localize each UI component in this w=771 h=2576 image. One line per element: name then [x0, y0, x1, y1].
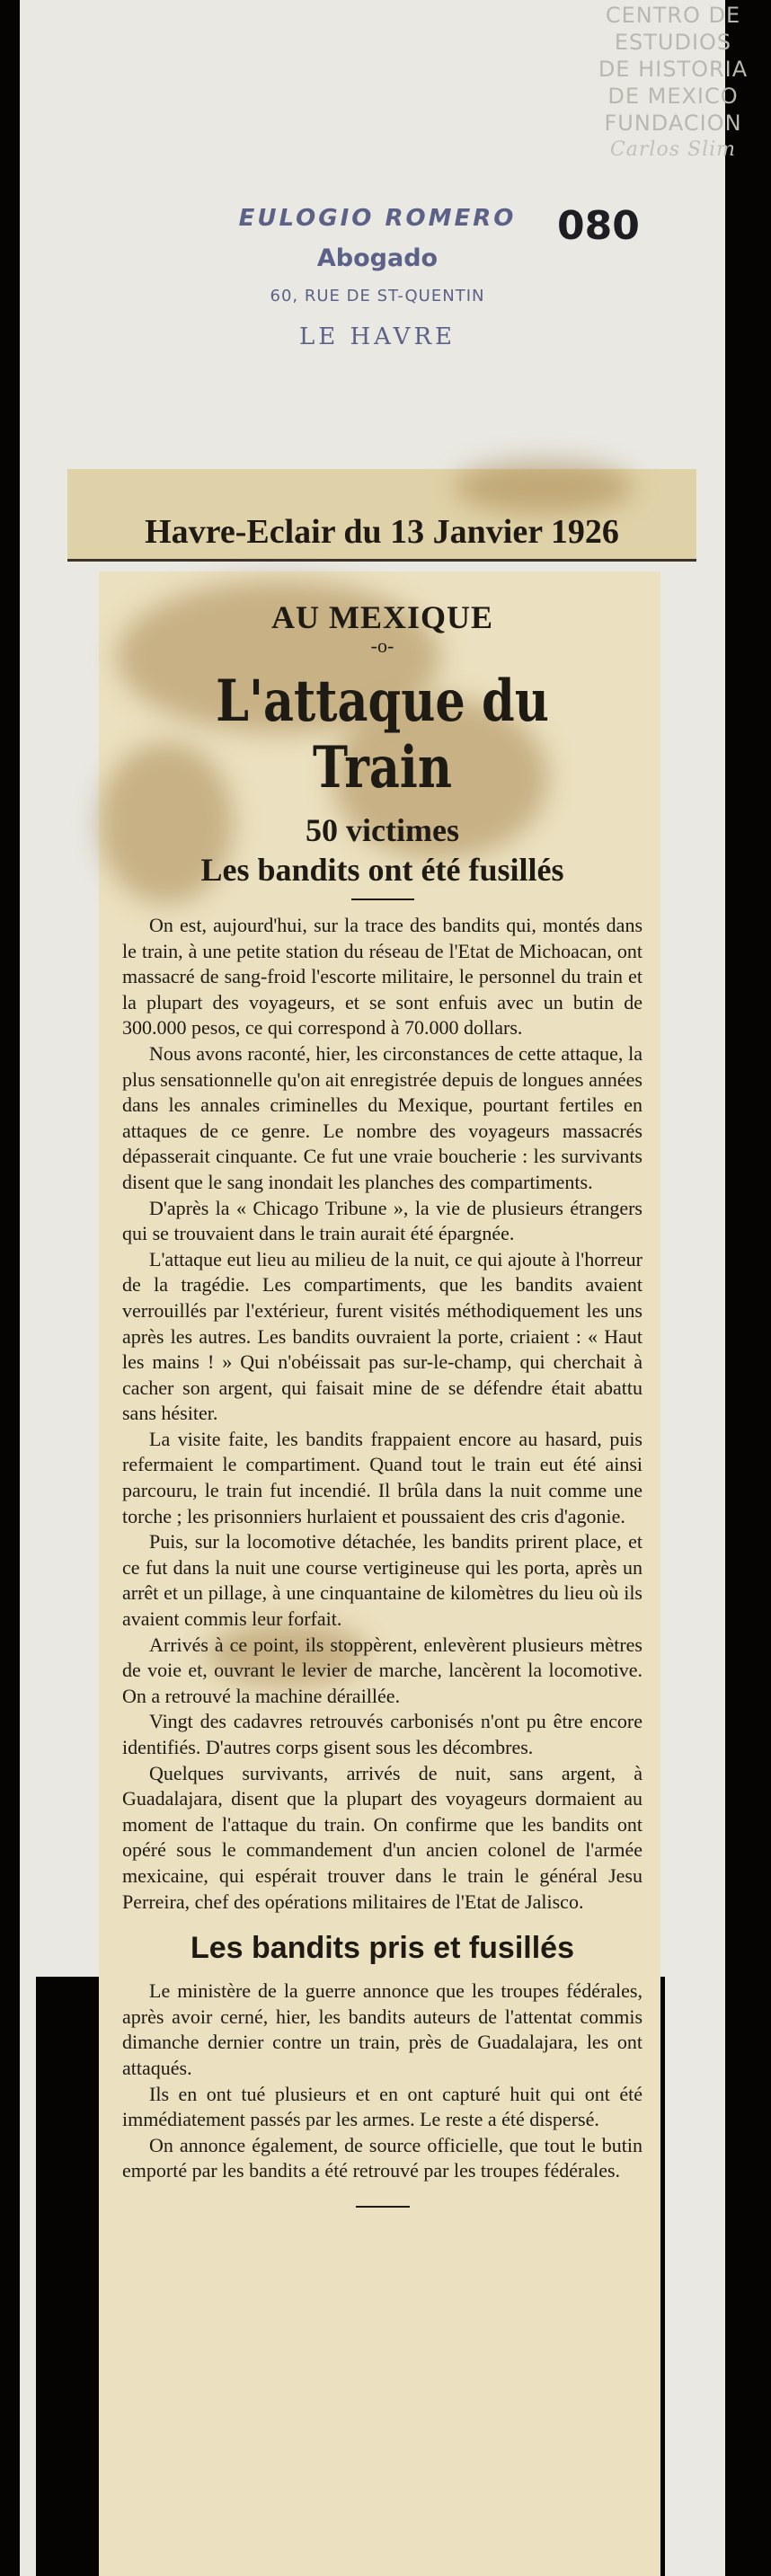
document-number: 080: [557, 203, 640, 249]
archive-stamp-line: DE MEXICO: [607, 84, 739, 109]
article-paragraph: L'attaque eut lieu au milieu de la nuit, ce qui ajoute à l'horreur de la tragédie. Les compartiments, que les bandits avaient verrouillés par l'extérieur, furent visités méthodiquement les uns après les autres. Les bandits ouvraient la porte, criaient : « Haut les mains ! » Qui n'obéissait pas sur-le-champ, qui cherchait à cacher son argent, qui faisait mine de se défendre était abattu sans hésiter.: [122, 1247, 642, 1425]
ornament: -o-: [370, 634, 394, 657]
lawyer-name: EULOGIO ROMERO: [238, 205, 517, 232]
article-headline: L'attaque du Train: [216, 668, 549, 801]
stain: [454, 460, 634, 514]
article-paragraph: Vingt des cadavres retrouvés carbonisés n'ont pu être encore identifiés. D'autres corps gisent sous les décombres.: [122, 1710, 642, 1758]
newspaper-header-strip: [67, 469, 696, 562]
article-paragraph: Le ministère de la guerre annonce que les troupes fédérales, après avoir cerné, hier, les bandits auteurs de l'attentat commis dimanche dernier contre un train, près de Guadalajara, les ont attaqués.: [122, 1979, 642, 2079]
article-deck: 50 victimes: [306, 812, 459, 848]
article-paragraph: Puis, sur la locomotive détachée, les bandits prirent place, et ce fut dans la nuit une course vertigineuse qui les porta, après un arrêt et un pillage, à une cinquantaine de kilomètres du lieu où ils avaient commis leur forfait.: [122, 1530, 642, 1631]
article-subheading: Les bandits pris et fusillés: [190, 1931, 574, 1966]
article-kicker: AU MEXIQUE: [270, 599, 493, 635]
archive-stamp-line: DE HISTORIA: [598, 57, 749, 82]
archive-stamp: [588, 2, 758, 164]
archive-stamp-line: FUNDACION: [604, 111, 742, 136]
article-column: [122, 591, 642, 2208]
divider: [351, 899, 414, 900]
lawyer-city: LE HAVRE: [299, 323, 456, 350]
lawyer-address: 60, RUE DE ST-QUENTIN: [270, 287, 485, 305]
end-divider: [356, 2206, 410, 2208]
article-deck: Les bandits ont été fusillés: [200, 852, 564, 888]
article-paragraph: Ils en ont tué plusieurs et en ont capturé huit qui ont été immédiatement passés par les armes. Le reste a été dispersé.: [122, 2082, 642, 2131]
article-paragraph: On est, aujourd'hui, sur la trace des bandits qui, montés dans le train, à une petite station du réseau de l'Etat de Michoacan, ont massacré de sang-froid l'escorte militaire, le personnel du train et la plupart des voyageurs, et se sont enfuis avec un butin de 300.000 pesos, ce qui correspond à 70.000 dollars.: [122, 914, 642, 1040]
article-paragraph: On annonce également, de source officielle, que tout le butin emporté par les bandits a été retrouvé par les troupes fédérales.: [122, 2133, 642, 2182]
article-paragraph: D'après la « Chicago Tribune », la vie de plusieurs étrangers qui se trouvaient dans le train aurait été épargnée.: [122, 1196, 642, 1245]
archive-stamp-line: CENTRO DE: [605, 3, 741, 28]
lawyer-stamp: [202, 205, 553, 350]
article-paragraph: Arrivés à ce point, ils stoppèrent, enlevèrent plusieurs mètres de voie et, ouvrant le levier de marche, lancèrent la locomotive. On a retrouvé la machine déraillée.: [122, 1633, 642, 1707]
archive-signature: Carlos Slim: [609, 138, 737, 161]
article-paragraph: Nous avons raconté, hier, les circonstances de cette attaque, la plus sensationnelle qu'on ait enregistrée depuis de longues années dans les annales criminelles du Mexique, pourtant fertiles en attaques de ce genre. Le nombre des voyageurs massacrés dépasserait cinquante. Ce fut une vraie boucherie : les survivants disent que le sang inondait les planches des compartiments.: [122, 1041, 642, 1193]
archive-stamp-line: ESTUDIOS: [614, 30, 732, 55]
newspaper-header: Havre-Eclair du 13 Janvier 1926: [145, 513, 619, 551]
newspaper-clipping: [99, 571, 660, 2576]
article-paragraph: Quelques survivants, arrivés de nuit, sans argent, à Guadalajara, disent que la plupart des voyageurs dormaient au moment de l'attaque du train. On confirme que les bandits ont opéré sous le commandement d'un ancien colonel de l'armée mexicaine, qui espérait trouver dans le train le général Jesu Perreira, chef des opérations militaires de l'Etat de Jalisco.: [122, 1761, 642, 1913]
lawyer-title: Abogado: [316, 244, 439, 272]
article-paragraph: La visite faite, les bandits frappaient encore au hasard, puis refermaient le compartiment. Quand tout le train eut été ainsi parcouru, le train fut incendié. Il brûla dans la nuit comme une torche ; les prisonniers hurlaient et poussaient des cris d'agonie.: [122, 1427, 642, 1527]
